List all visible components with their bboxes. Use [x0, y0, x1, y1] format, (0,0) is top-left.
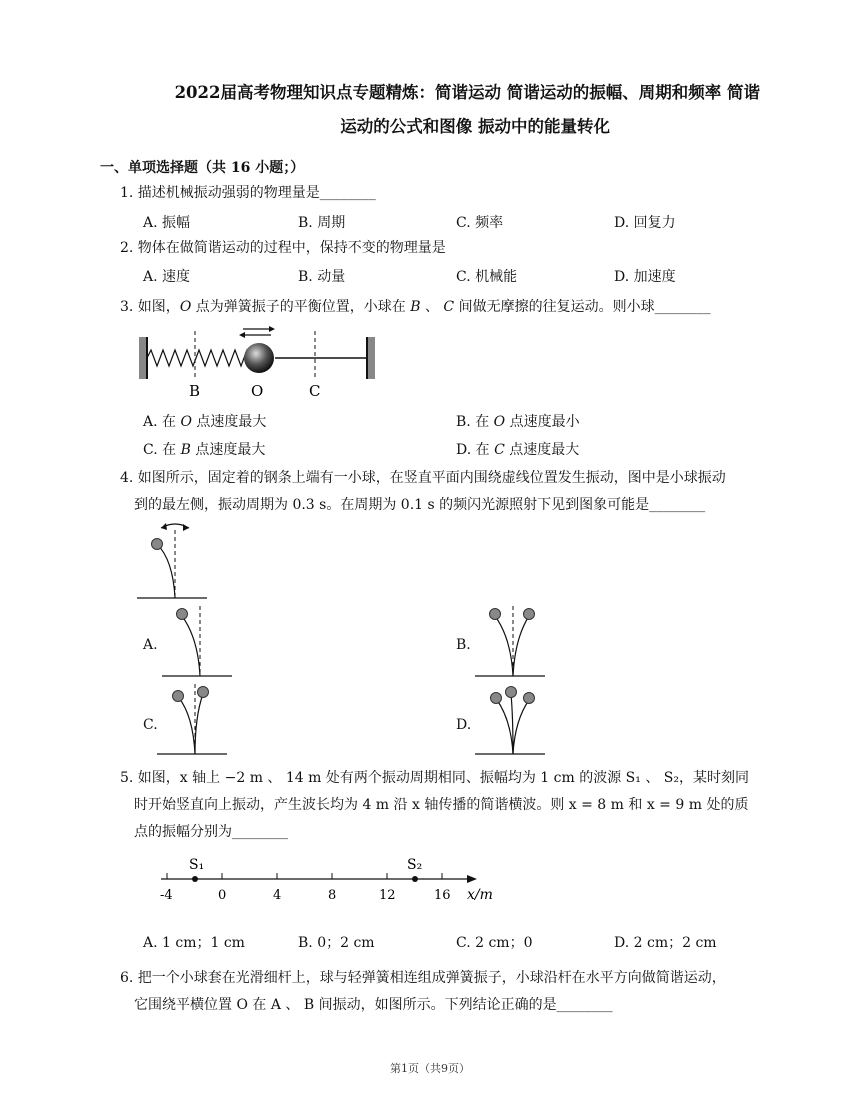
question-5-option-c: C. 2 cm；0	[456, 935, 533, 951]
question-1-option-c: C. 频率	[456, 215, 504, 231]
question-4-option-a-figure	[160, 602, 235, 680]
section-heading: 一、单项选择题（共 16 小题；）	[100, 160, 305, 176]
axis-label: x/m	[467, 887, 493, 903]
tick-label-0: 0	[218, 888, 227, 903]
question-3-option-b: B. 在 O 点速度最小	[456, 414, 580, 430]
question-2-stem: 2. 物体在做简谐运动的过程中，保持不变的物理量是	[120, 240, 446, 256]
question-4-line-1: 4. 如图所示，固定着的钢条上端有一小球，在竖直平面内围绕虚线位置发生振动，图中是小球振动	[120, 470, 726, 486]
tick-label-16: 16	[434, 888, 451, 903]
question-3-option-a: A. 在 O 点速度最大	[143, 414, 267, 430]
question-4-option-a-label: A.	[143, 637, 158, 653]
left-wall-hatch	[139, 337, 147, 379]
question-6-line-1: 6. 把一个小球套在光滑细杆上，球与轻弹簧相连组成弹簧振子，小球沿杆在水平方向做简谐运动，	[120, 970, 726, 986]
label-c: C	[309, 382, 321, 400]
label-b: B	[189, 382, 201, 400]
question-2-option-d: D. 加速度	[614, 269, 676, 285]
tick-label-neg4: -4	[160, 888, 173, 903]
question-5-line-1: 5. 如图，x 轴上 −2 m 、 14 m 处有两个振动周期相同、振幅均为 1 cm 的波源 S₁ 、 S₂，某时刻同	[120, 770, 749, 786]
question-4-option-c-figure	[155, 680, 230, 758]
x-axis-figure	[155, 852, 505, 912]
question-2-option-c: C. 机械能	[456, 269, 518, 285]
ball	[244, 343, 274, 373]
question-5-line-2: 时开始竖直向上振动，产生波长均为 4 m 沿 x 轴传播的简谐横波。则 x = 8 m 和 x = 9 m 处的质	[134, 797, 749, 813]
question-1-stem: 1. 描述机械振动强弱的物理量是________	[120, 185, 376, 201]
spring	[147, 350, 251, 366]
question-1-option-a: A. 振幅	[143, 215, 191, 231]
question-5-option-a: A. 1 cm；1 cm	[143, 935, 245, 951]
question-3-option-d: D. 在 C 点速度最大	[456, 442, 580, 458]
source-s1-label: S₁	[189, 857, 205, 873]
tick-label-12: 12	[379, 888, 396, 903]
question-1-option-d: D. 回复力	[614, 215, 676, 231]
source-s1-dot	[192, 876, 198, 882]
steel-strip	[157, 544, 175, 598]
question-5-option-b: B. 0；2 cm	[298, 935, 375, 951]
question-3-stem: 3. 如图，O 点为弹簧振子的平衡位置，小球在 B 、 C 间做无摩擦的往复运动。则小球________	[120, 299, 711, 315]
question-4-option-c-label: C.	[143, 717, 158, 733]
question-5-line-3: 点的振幅分别为________	[134, 824, 288, 840]
label-o: O	[251, 382, 264, 400]
source-s2-dot	[412, 876, 418, 882]
small-ball	[152, 539, 163, 550]
question-4-option-b-figure	[473, 602, 548, 680]
question-4-line-2: 到的最左侧，振动周期为 0.3 s。在周期为 0.1 s 的频闪光源照射下见到图象可能是________	[134, 497, 706, 513]
question-4-option-d-label: D.	[456, 717, 472, 733]
question-4-option-b-label: B.	[456, 637, 471, 653]
steel-strip-figure	[135, 520, 215, 602]
question-5-option-d: D. 2 cm；2 cm	[614, 935, 717, 951]
tick-label-8: 8	[328, 888, 337, 903]
document-title-line-2: 运动的公式和图像 振动中的能量转化	[340, 117, 610, 136]
question-2-option-b: B. 动量	[298, 269, 346, 285]
page-footer: 第1页（共9页）	[390, 1062, 470, 1075]
question-6-line-2: 它围绕平横位置 O 在 A 、 B 间振动，如图所示。下列结论正确的是________	[134, 997, 613, 1013]
question-3-option-c: C. 在 B 点速度最大	[143, 442, 266, 458]
tick-label-4: 4	[273, 888, 282, 903]
question-4-option-d-figure	[473, 680, 548, 758]
axis-arrow	[467, 875, 477, 883]
question-2-option-a: A. 速度	[143, 269, 191, 285]
document-title-line-1: 2022届高考物理知识点专题精炼：简谐运动 简谐运动的振幅、周期和频率 简谐	[174, 83, 760, 102]
spring-oscillator-figure	[135, 323, 380, 403]
right-wall-hatch	[367, 337, 375, 379]
question-1-option-b: B. 周期	[298, 215, 346, 231]
source-s2-label: S₂	[407, 857, 423, 873]
